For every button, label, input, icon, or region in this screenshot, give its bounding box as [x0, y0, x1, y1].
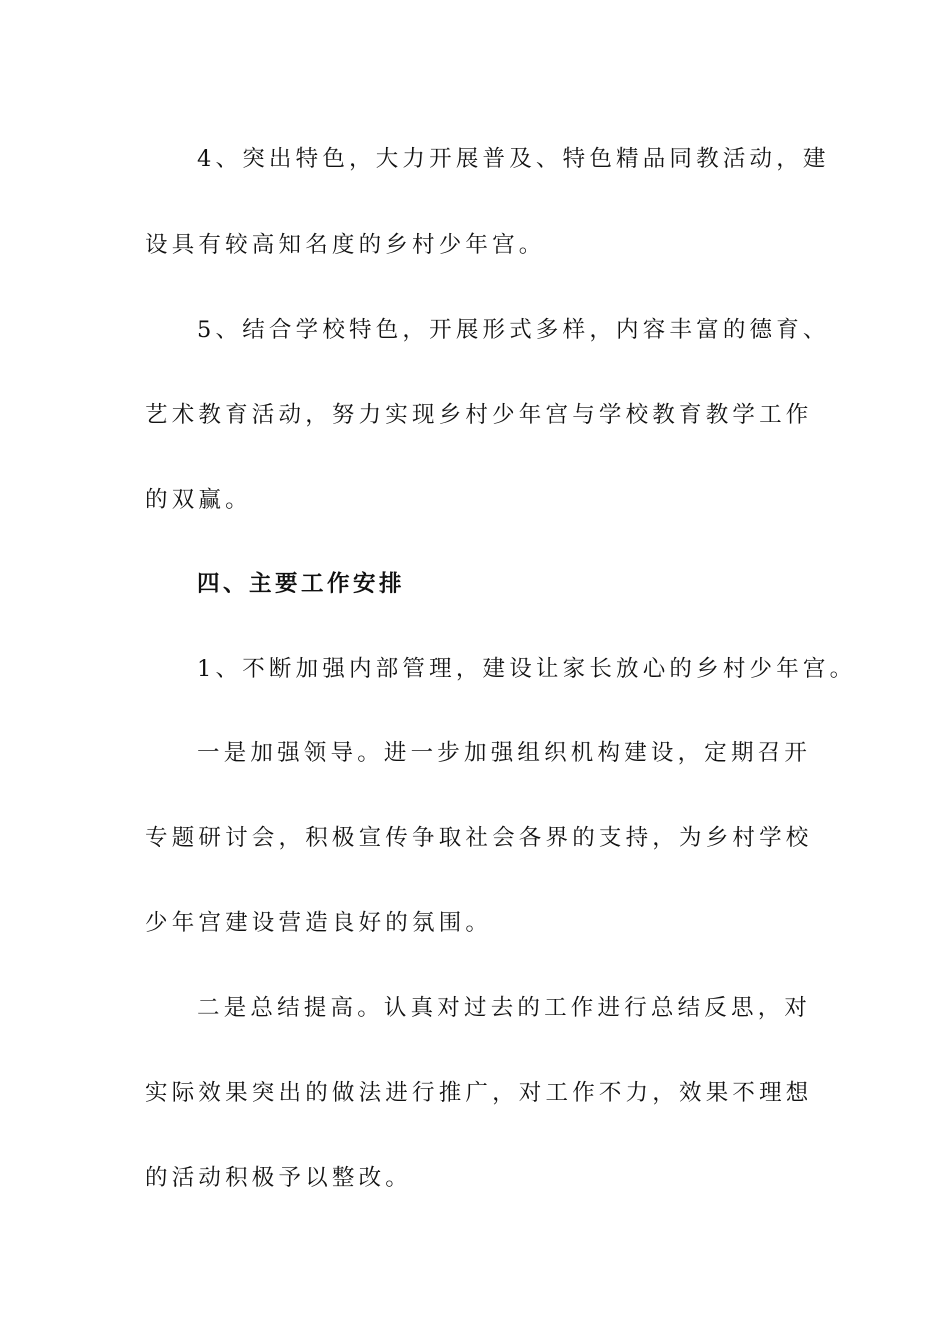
point-one-line-3: 少年宫建设营造良好的氛围。 — [145, 910, 493, 936]
section-heading: 四、主要工作安排 — [197, 571, 406, 597]
point-two-line-1: 二是总结提高。认真对过去的工作进行总结反思，对 — [197, 995, 812, 1021]
paragraph-5-line-1: 5、结合学校特色，开展形式多样，内容丰富的德育、 — [197, 317, 830, 343]
point-two-line-3: 的活动积极予以整改。 — [145, 1165, 413, 1191]
point-one-line-2: 专题研讨会，积极宣传争取社会各界的支持，为乡村学校 — [145, 825, 813, 851]
paragraph-4-line-1: 4、突出特色，大力开展普及、特色精品同教活动，建 — [197, 146, 830, 172]
paragraph-5-line-3: 的双赢。 — [145, 487, 252, 513]
point-one-line-1: 一是加强领导。进一步加强组织机构建设，定期召开 — [197, 740, 812, 766]
point-two-line-2: 实际效果突出的做法进行推广，对工作不力，效果不理想 — [145, 1080, 813, 1106]
item-1-line: 1、不断加强内部管理，建设让家长放心的乡村少年宫。 — [197, 656, 857, 682]
paragraph-5-line-2: 艺术教育活动，努力实现乡村少年宫与学校教育教学工作 — [145, 402, 813, 428]
paragraph-4-line-2: 设具有较高知名度的乡村少年宫。 — [145, 232, 546, 258]
